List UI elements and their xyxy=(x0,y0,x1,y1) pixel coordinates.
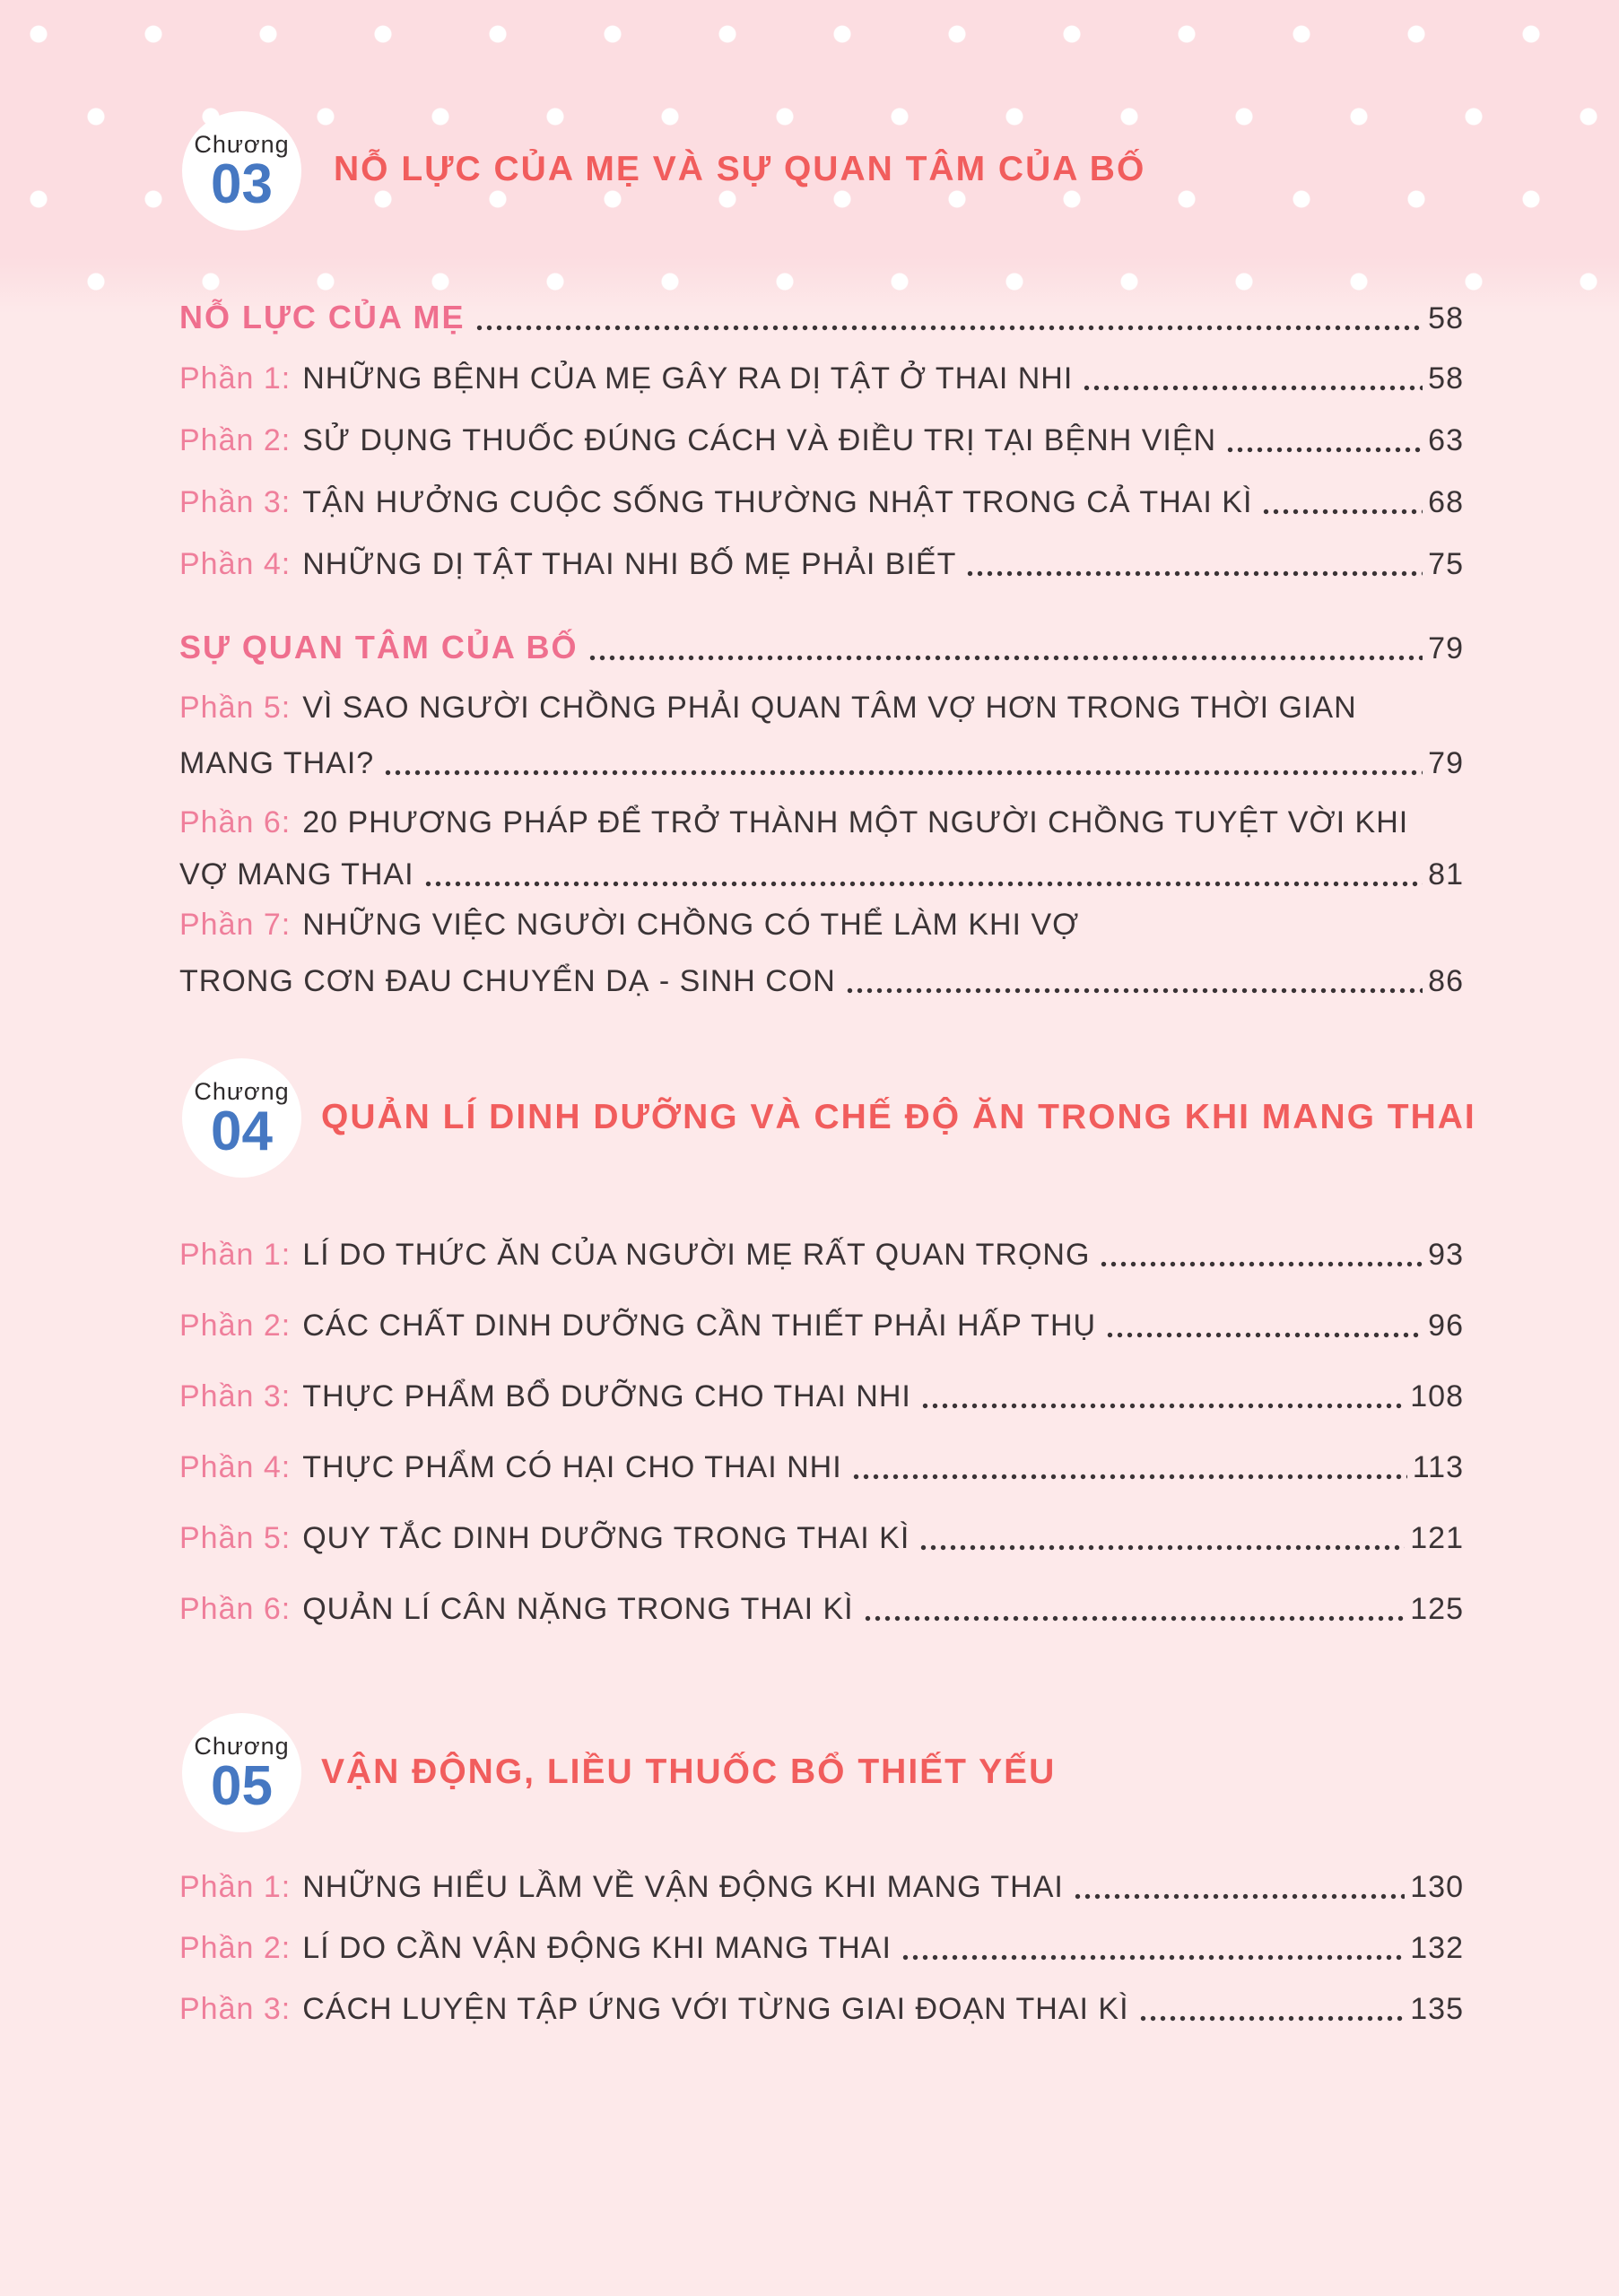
chapter-4-badge xyxy=(182,1058,301,1178)
page-number: 79 xyxy=(1428,746,1464,780)
dotted-leader xyxy=(1075,1893,1405,1900)
part-text: CÁCH LUYỆN TẬP ỨNG VỚI TỪNG GIAI ĐOẠN THAI KÌ xyxy=(302,1992,1129,2026)
toc-part-row xyxy=(179,1520,1464,1557)
part-label: Phần 6: xyxy=(179,805,292,839)
part-label: Phần 4: xyxy=(179,1450,292,1484)
part-label: Phần 7: xyxy=(179,908,292,942)
page-number: 68 xyxy=(1428,485,1464,519)
dotted-leader xyxy=(385,770,1423,776)
toc-part-row xyxy=(179,1991,1464,2028)
part-text: TẬN HƯỞNG CUỘC SỐNG THƯỜNG NHẬT TRONG CẢ THAI KÌ xyxy=(302,485,1253,519)
page-number: 63 xyxy=(1428,423,1464,457)
chapter-4-title: QUẢN LÍ DINH DƯỠNG VÀ CHẾ ĐỘ ĂN TRONG KHI MANG THAI xyxy=(321,1098,1476,1136)
page-number: 58 xyxy=(1428,301,1464,335)
part-label: Phần 2: xyxy=(179,1309,292,1343)
dotted-leader xyxy=(589,655,1423,661)
chapter-badge-label: Chương xyxy=(194,1077,290,1105)
page-number: 93 xyxy=(1428,1238,1464,1272)
page-number: 86 xyxy=(1428,964,1464,998)
dotted-leader xyxy=(1084,385,1423,391)
toc-part-row xyxy=(179,422,1464,459)
part-label: Phần 3: xyxy=(179,485,292,519)
part-label: Phần 3: xyxy=(179,1992,292,2026)
part-label: Phần 6: xyxy=(179,1592,292,1626)
toc-part-row xyxy=(179,546,1464,583)
chapter-5-badge xyxy=(182,1713,301,1832)
dotted-leader xyxy=(1227,447,1423,453)
part-text: NHỮNG DỊ TẬT THAI NHI BỐ MẸ PHẢI BIẾT xyxy=(302,547,957,581)
toc-part-row xyxy=(179,804,1464,841)
page-number: 96 xyxy=(1428,1309,1464,1343)
chapter-badge-label: Chương xyxy=(194,1732,290,1760)
dotted-leader xyxy=(425,881,1423,887)
toc-part-continuation-row xyxy=(179,745,1464,782)
toc-part-row xyxy=(179,1237,1464,1274)
chapter-badge-number: 04 xyxy=(211,1100,273,1162)
toc-part-row xyxy=(179,690,1464,726)
page-number: 75 xyxy=(1428,547,1464,581)
part-text: 20 PHƯƠNG PHÁP ĐỂ TRỞ THÀNH MỘT NGƯỜI CHỒNG TUYỆT VỜI KHI xyxy=(302,805,1409,839)
dotted-leader xyxy=(1107,1332,1423,1338)
page-number: 58 xyxy=(1428,361,1464,396)
toc-part-row xyxy=(179,1930,1464,1967)
part-text: THỰC PHẨM BỔ DƯỠNG CHO THAI NHI xyxy=(302,1379,911,1413)
toc-part-row xyxy=(179,907,1464,944)
dotted-leader xyxy=(847,987,1423,994)
part-text: QUẢN LÍ CÂN NẶNG TRONG THAI KÌ xyxy=(302,1592,854,1626)
toc-part-row xyxy=(179,361,1464,397)
part-label: Phần 5: xyxy=(179,691,292,725)
dotted-leader xyxy=(865,1615,1406,1622)
part-text: TRONG CƠN ĐAU CHUYỂN DẠ - SINH CON xyxy=(179,964,836,998)
page-number: 81 xyxy=(1428,857,1464,891)
dotted-leader xyxy=(902,1954,1405,1961)
page-number: 132 xyxy=(1410,1931,1464,1965)
dotted-leader xyxy=(967,570,1423,577)
part-text: QUY TẮC DINH DƯỠNG TRONG THAI KÌ xyxy=(302,1521,910,1555)
dotted-leader xyxy=(1101,1261,1423,1267)
toc-part-row xyxy=(179,1378,1464,1415)
part-label: Phần 3: xyxy=(179,1379,292,1413)
toc-part-continuation-row xyxy=(179,857,1464,893)
part-text: NHỮNG VIỆC NGƯỜI CHỒNG CÓ THỂ LÀM KHI VỢ xyxy=(302,908,1080,942)
dotted-leader xyxy=(920,1544,1405,1551)
dotted-leader xyxy=(922,1403,1405,1409)
toc-part-row xyxy=(179,1869,1464,1906)
dotted-leader xyxy=(853,1474,1407,1480)
page-number: 125 xyxy=(1410,1592,1464,1626)
page-number: 135 xyxy=(1410,1992,1464,2026)
chapter-badge-number: 05 xyxy=(211,1754,273,1817)
chapter-3-badge xyxy=(182,111,301,230)
page-number: 130 xyxy=(1410,1870,1464,1904)
toc-part-row xyxy=(179,1449,1464,1486)
chapter-5-title: VẬN ĐỘNG, LIỀU THUỐC BỔ THIẾT YẾU xyxy=(321,1752,1057,1791)
page-number: 121 xyxy=(1410,1521,1464,1555)
part-text: VỢ MANG THAI xyxy=(179,857,414,891)
chapter-badge-label: Chương xyxy=(194,130,290,158)
part-label: Phần 2: xyxy=(179,423,292,457)
part-text: MANG THAI? xyxy=(179,746,375,780)
part-label: Phần 1: xyxy=(179,1870,292,1904)
page-number: 79 xyxy=(1428,631,1464,665)
part-text: THỰC PHẨM CÓ HẠI CHO THAI NHI xyxy=(302,1450,842,1484)
part-text: VÌ SAO NGƯỜI CHỒNG PHẢI QUAN TÂM VỢ HƠN TRONG THỜI GIAN xyxy=(302,691,1357,725)
toc-part-continuation-row xyxy=(179,963,1464,1000)
toc-section-row xyxy=(179,298,1464,337)
part-label: Phần 5: xyxy=(179,1521,292,1555)
part-label: Phần 4: xyxy=(179,547,292,581)
toc-section-row xyxy=(179,628,1464,667)
part-text: SỬ DỤNG THUỐC ĐÚNG CÁCH VÀ ĐIỀU TRỊ TẠI BỆNH VIỆN xyxy=(302,423,1217,457)
part-text: NHỮNG BỆNH CỦA MẸ GÂY RA DỊ TẬT Ở THAI NHI xyxy=(302,361,1074,396)
part-text: LÍ DO CẦN VẬN ĐỘNG KHI MANG THAI xyxy=(302,1931,892,1965)
section-title: SỰ QUAN TÂM CỦA BỐ xyxy=(179,629,579,665)
part-label: Phần 2: xyxy=(179,1931,292,1965)
chapter-badge-number: 03 xyxy=(211,152,273,215)
dotted-leader xyxy=(1263,509,1423,515)
dotted-leader xyxy=(1140,2015,1406,2022)
part-text: CÁC CHẤT DINH DƯỠNG CẦN THIẾT PHẢI HẤP THỤ xyxy=(302,1309,1097,1343)
part-label: Phần 1: xyxy=(179,1238,292,1272)
toc-part-row xyxy=(179,484,1464,521)
toc-part-row xyxy=(179,1308,1464,1344)
part-label: Phần 1: xyxy=(179,361,292,396)
page-number: 113 xyxy=(1412,1450,1464,1484)
section-title: NỖ LỰC CỦA MẸ xyxy=(179,299,466,335)
chapter-3-title: NỖ LỰC CỦA MẸ VÀ SỰ QUAN TÂM CỦA BỐ xyxy=(334,150,1146,188)
toc-part-row xyxy=(179,1591,1464,1628)
dotted-leader xyxy=(476,325,1423,331)
part-text: LÍ DO THỨC ĂN CỦA NGƯỜI MẸ RẤT QUAN TRỌNG xyxy=(302,1238,1091,1272)
page-number: 108 xyxy=(1410,1379,1464,1413)
part-text: NHỮNG HIỂU LẦM VỀ VẬN ĐỘNG KHI MANG THAI xyxy=(302,1870,1064,1904)
